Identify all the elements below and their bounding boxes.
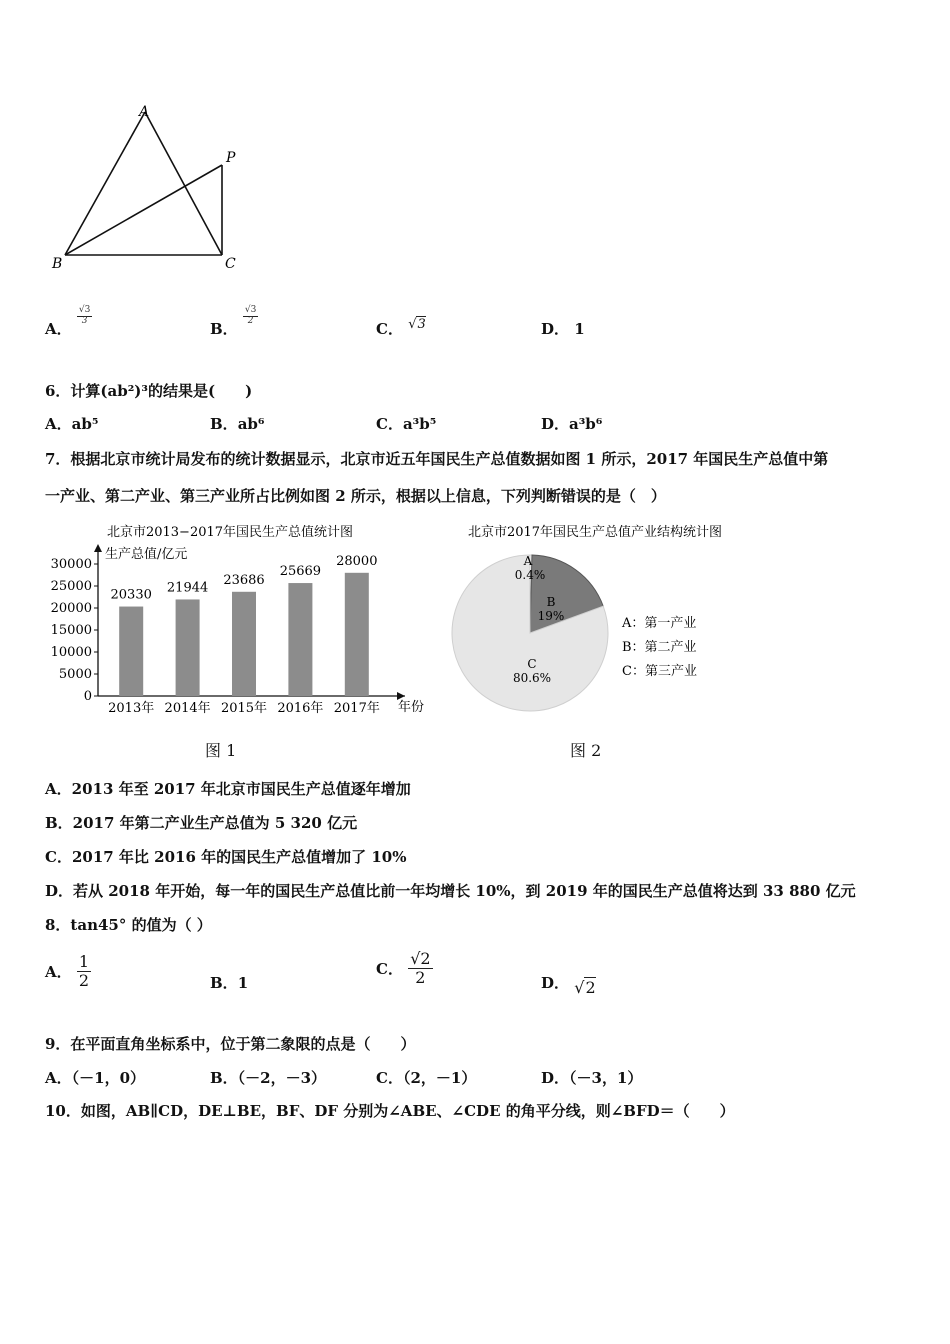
pie-label-c: C: [527, 657, 537, 671]
pie-pct-a: 0.4%: [514, 568, 546, 582]
bar-chart-xlabel: 年份: [398, 700, 425, 715]
bar-category-label: 2016年: [277, 701, 324, 716]
q9-option-b[interactable]: B．（－2，－3）: [210, 1069, 327, 1087]
q5-option-c-sqrt: √3: [408, 317, 426, 332]
q10-stem: 10．如图，AB∥CD，DE⊥BE，BF、DF 分别为∠ABE、∠CDE 的角平分线，则∠BFD＝（ ）: [45, 1102, 735, 1120]
bar-2016年: [288, 583, 312, 696]
q8-option-a[interactable]: A． $\frac{1}{2}$: [45, 952, 90, 990]
q7-stem-line2: 一产业、第二产业、第三产业所占比例如图 2 所示，根据以上信息，下列判断错误的是（ ）: [45, 487, 666, 505]
pie-legend-c: C：第三产业: [622, 664, 697, 679]
q7-option-c[interactable]: C．2017 年比 2016 年的国民生产总值增加了 10%: [45, 848, 407, 866]
bar-2017年: [345, 573, 369, 696]
q5-option-b-fraction: $\frac{√3}{2}$: [244, 304, 257, 326]
bar-2014年: [176, 599, 200, 696]
bar-category-label: 2015年: [220, 701, 268, 716]
q5-option-a-fraction: $\frac{√3}{3}$: [78, 304, 91, 326]
q9-option-c[interactable]: C．（2，－1）: [376, 1069, 477, 1087]
q8-option-d-sqrt: √2: [574, 978, 596, 997]
q8-option-a-fraction: $\frac{1}{2}$: [78, 952, 90, 990]
q7-option-a[interactable]: A．2013 年至 2017 年北京市国民生产总值逐年增加: [45, 780, 411, 798]
vertex-label-b: B: [52, 256, 63, 272]
q7-stem-line1: 7．根据北京市统计局发布的统计数据显示，北京市近五年国民生产总值数据如图 1 所示，2017 年国民生产总值中第: [45, 450, 829, 468]
q8-option-c[interactable]: C． $\frac{√2}{2}$: [376, 949, 431, 987]
bar-ytick-label: 10000: [50, 645, 92, 660]
q6-option-d[interactable]: D．a³b⁶: [541, 415, 603, 433]
segment-ab: [65, 112, 145, 255]
bar-chart-bars: [108, 554, 380, 716]
q5-option-c[interactable]: C． √3: [376, 317, 426, 338]
figure-1-caption: 图 1: [205, 741, 237, 760]
pie-legend-b: B：第二产业: [622, 640, 697, 655]
vertex-label-c: C: [225, 256, 236, 272]
q8-stem: 8．tan45° 的值为（ ）: [45, 916, 212, 934]
bar-2015年: [232, 592, 256, 696]
pie-pct-b: 19%: [537, 609, 565, 623]
vertex-label-p: P: [226, 150, 236, 166]
vertex-label-a: A: [139, 104, 150, 120]
q6-option-b[interactable]: B．ab⁶: [210, 415, 265, 433]
pie-legend-a: A：第一产业: [622, 616, 697, 631]
bar-ytick-label: 15000: [50, 623, 92, 638]
q8-option-b[interactable]: B．1: [210, 974, 249, 992]
bar-chart-yticks: [51, 557, 98, 704]
bar-ytick-label: 20000: [50, 601, 92, 616]
q5-option-d[interactable]: D． 1: [541, 320, 585, 338]
q9-option-d[interactable]: D．（－3，1）: [541, 1069, 643, 1087]
bar-category-label: 2014年: [164, 701, 211, 716]
bar-ytick-label: 25000: [50, 579, 92, 594]
pie-label-a: A: [523, 554, 533, 568]
bar-ytick-label: 30000: [50, 557, 92, 572]
pie-pct-c: 80.6%: [512, 671, 552, 685]
bar-category-label: 2013年: [108, 701, 155, 716]
bar-value-label: 23686: [223, 572, 265, 588]
bar-value-label: 25669: [279, 564, 322, 580]
bar-ytick-label: 5000: [58, 667, 92, 682]
bar-value-label: 28000: [336, 553, 378, 569]
q5-option-b[interactable]: B． $\frac{√3}{2}$: [210, 304, 257, 338]
bar-x-axis-arrow: [397, 692, 405, 700]
q9-option-a[interactable]: A．（－1，0）: [45, 1069, 146, 1087]
segment-ac: [145, 112, 222, 255]
bar-chart-ylabel: 生产总值/亿元: [105, 547, 188, 562]
bar-value-label: 20330: [110, 587, 152, 603]
q6-stem: 6．计算(ab²)³的结果是( ): [45, 382, 253, 400]
bar-chart-figure-1: [40, 518, 440, 723]
bar-ytick-label: 0: [83, 689, 92, 704]
q5-option-a[interactable]: A． $\frac{√3}{3}$: [45, 304, 91, 338]
q9-stem: 9．在平面直角坐标系中，位于第二象限的点是（ ）: [45, 1035, 416, 1053]
pie-chart-figure-2: [450, 518, 760, 723]
q6-option-a[interactable]: A．ab⁵: [45, 415, 99, 433]
bar-value-label: 21944: [166, 580, 209, 596]
q8-option-c-fraction: $\frac{√2}{2}$: [410, 949, 431, 987]
pie-chart-title: 北京市2017年国民生产总值产业结构统计图: [467, 525, 723, 540]
q7-option-d[interactable]: D．若从 2018 年开始，每一年的国民生产总值比前一年均增长 10%，到 2019 年的国民生产总值将达到 33 880 亿元: [45, 882, 856, 900]
pie-label-b: B: [546, 595, 556, 609]
q6-option-c[interactable]: C．a³b⁵: [376, 415, 437, 433]
q7-option-b[interactable]: B．2017 年第二产业生产总值为 5 320 亿元: [45, 814, 358, 832]
triangle-figure: [40, 100, 260, 280]
figure-2-caption: 图 2: [570, 741, 602, 760]
bar-2013年: [119, 607, 143, 696]
bar-y-axis-arrow: [94, 544, 102, 552]
bar-chart-title: 北京市2013−2017年国民生产总值统计图: [106, 525, 354, 540]
bar-category-label: 2017年: [333, 701, 380, 716]
q8-option-d[interactable]: D． √2: [541, 974, 596, 997]
